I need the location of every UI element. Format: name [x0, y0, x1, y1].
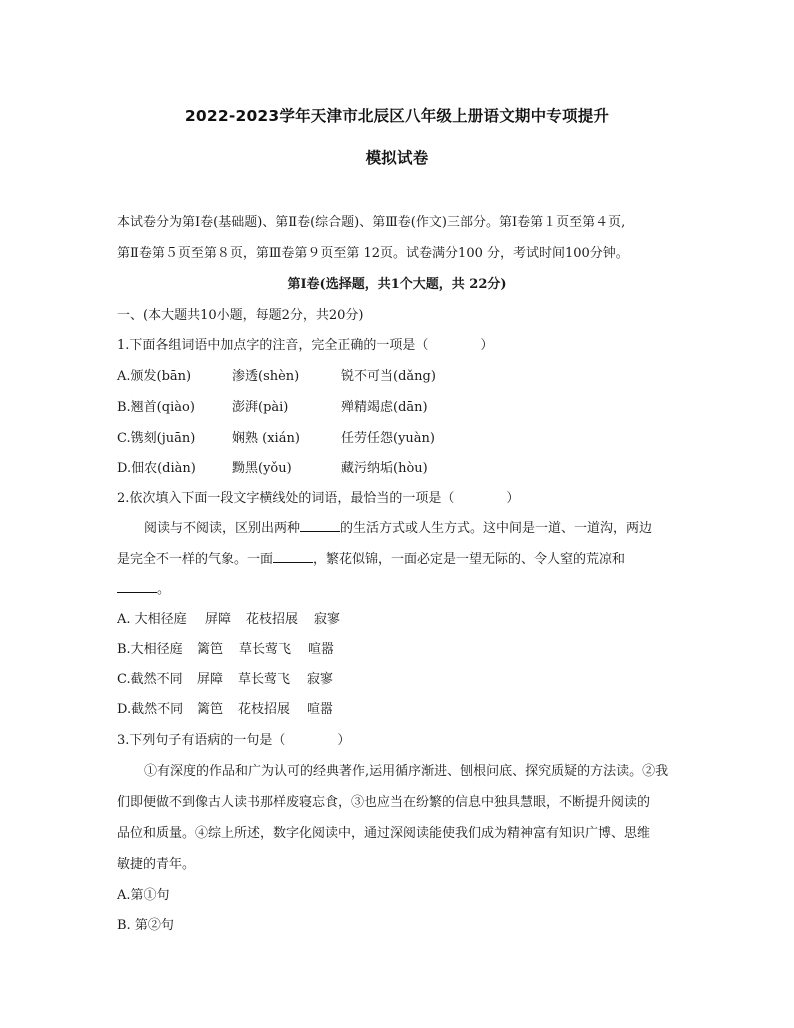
- q2-blank-3: [117, 580, 157, 593]
- part-heading: 一、(本大题共10小题，每题2分，共20分): [117, 308, 364, 323]
- q2-option-d-w3: 花枝招展: [238, 702, 291, 717]
- q2-blank-2: [273, 550, 313, 563]
- q1-option-d-word1: D.佃农(diàn): [117, 461, 196, 476]
- q1-option-d-word3: 藏污纳垢(hòu): [341, 461, 428, 476]
- q2-option-b-w2: 篱笆: [197, 642, 224, 657]
- q2-option-a-w1: A. 大相径庭: [117, 612, 187, 627]
- q3-passage-line-4: 敏捷的青年。: [117, 857, 196, 872]
- q2-passage-3-end: 。: [157, 582, 171, 597]
- q2-option-d-w1: D.截然不同: [117, 702, 184, 717]
- q2-option-a-w2: 屏障: [205, 612, 232, 627]
- q2-option-c-w4: 寂寥: [307, 672, 334, 687]
- q1-option-b-word1: B.翘首(qiào): [117, 400, 195, 415]
- q2-passage-1a: 阅读与不阅读，区别出两种: [144, 521, 301, 536]
- q2-passage-line-1: [144, 517, 652, 536]
- intro-line-2: 第Ⅱ卷第５页至第８页，第Ⅲ卷第９页至第 12页。试卷满分100 分，考试时间100分钟。: [117, 246, 629, 261]
- intro-line-1: 本试卷分为第Ⅰ卷(基础题)、第Ⅱ卷(综合题)、第Ⅲ卷(作文)三部分。第Ⅰ卷第１页至第４页,: [117, 215, 626, 230]
- q3-stem: 3.下列句子有语病的一句是（ ）: [117, 733, 351, 748]
- document-title-line1: 2022-2023学年天津市北辰区八年级上册语文期中专项提升: [184, 107, 610, 125]
- q2-passage-2b: ，繁花似锦，一面必定是一望无际的、令人窒的荒凉和: [313, 552, 626, 567]
- q1-option-c: [117, 427, 435, 446]
- q2-option-a-w3: 花枝招展: [246, 612, 299, 627]
- q1-option-b: [117, 396, 428, 415]
- q2-option-b-w1: B.大相径庭: [117, 642, 183, 657]
- q2-option-d: [117, 698, 333, 717]
- q1-option-a-word1: A.颁发(bān): [117, 369, 192, 384]
- document-title-line2: 模拟试卷: [365, 149, 429, 167]
- q2-option-c-w1: C.截然不同: [117, 672, 183, 687]
- q2-passage-1b: 的生活方式或人生方式。这中间是一道、一道沟，两边: [340, 521, 653, 536]
- q2-option-b: [117, 638, 334, 657]
- q2-option-a: [117, 608, 340, 627]
- q1-option-a-word2: 渗透(shèn): [232, 369, 300, 384]
- q1-option-a-word3: 锐不可当(dǎng): [341, 369, 436, 384]
- q1-option-c-word3: 任劳任怨(yuàn): [341, 431, 435, 446]
- q1-option-c-word1: C.镌刻(juān): [117, 431, 196, 446]
- q2-option-b-w3: 草长莺飞: [239, 642, 292, 657]
- q2-option-c-w3: 草长莺飞: [238, 672, 291, 687]
- q2-stem: 2.依次填入下面一段文字横线处的词语，最恰当的一项是（ ）: [117, 491, 520, 506]
- q1-option-d-word2: 黝黑(yǒu): [232, 461, 292, 476]
- q2-option-d-w2: 篱笆: [197, 702, 224, 717]
- q1-option-d: [117, 457, 428, 476]
- q2-passage-line-3: [117, 578, 170, 597]
- q1-stem: 1.下面各组词语中加点字的注音，完全正确的一项是（ ）: [117, 338, 494, 353]
- section-heading: 第Ⅰ卷(选择题，共1个大题，共 22分): [287, 277, 507, 292]
- q1-option-b-word2: 澎湃(pài): [232, 400, 289, 415]
- q2-option-b-w4: 喧嚣: [308, 642, 335, 657]
- q3-option-a: A.第①句: [117, 888, 170, 903]
- q3-passage-line-2: 们即便做不到像古人读书那样废寝忘食，③也应当在纷繁的信息中独具慧眼，不断提升阅读的: [117, 795, 651, 810]
- q2-option-c-w2: 屏障: [197, 672, 224, 687]
- q3-passage-line-3: 品位和质量。④综上所述，数字化阅读中，通过深阅读能使我们成为精神富有知识广博、思维: [117, 826, 651, 841]
- q3-passage-line-1: ①有深度的作品和广为认可的经典著作,运用循序渐进、刨根问底、探究质疑的方法读。②我: [144, 764, 669, 779]
- q2-option-a-w4: 寂寥: [314, 612, 341, 627]
- q2-passage-2a: 是完全不一样的气象。一面: [117, 552, 274, 567]
- q1-option-a: [117, 365, 436, 384]
- q1-option-b-word3: 殚精竭虑(dān): [341, 400, 428, 415]
- q2-blank-1: [300, 519, 340, 532]
- q3-option-b: B. 第②句: [117, 918, 174, 933]
- q1-option-c-word2: 娴熟 (xián): [232, 431, 300, 446]
- q2-passage-line-2: [117, 548, 625, 567]
- q2-option-c: [117, 668, 333, 687]
- q2-option-d-w4: 喧嚣: [307, 702, 334, 717]
